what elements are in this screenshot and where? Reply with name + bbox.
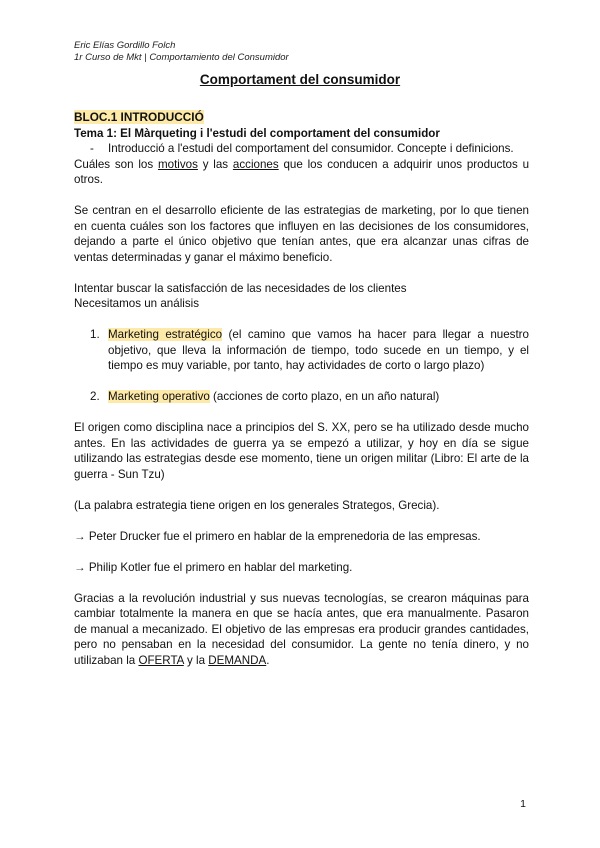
paragraph-3-line-2: Necesitamos un análisis [74, 297, 200, 310]
list-item: 1. Marketing estratégico (el camino que vamos ha hacer para llegar a nuestro objetivo, que lleva la información de tiempo, todo sucede en un tiempo, y el tiempo es muy variable, por tanto, hay actividades de corto o largo plazo) [90, 328, 529, 372]
dash-marker: - [90, 142, 94, 155]
document-body [74, 110, 529, 668]
bloc-heading: BLOC.1 INTRODUCCIÓ [74, 110, 204, 124]
page-title: Comportament del consumidor [199, 72, 401, 87]
paragraph-4: El origen como disciplina nace a principios del S. XX, pero se ha utilizado desde mucho antes. En las actividades de guerra ya se empezó a utilizar, y hoy en día se sigue utilizando las estrategias desde ese momento, tiene un origen militar (Libro: El arte de la guerra - Sun Tzu) [74, 421, 529, 481]
paragraph-2: Se centran en el desarrollo eficiente de las estrategias de marketing, por lo que tienen en cuenta cuáles son los factores que influyen en las decisiones de los consumidores, dejando a parte el único objetivo que tenían antes, que era alcanzar unas cifras de ventas determinadas y ganar el máximo beneficio. [74, 204, 529, 264]
paragraph-3-line-1: Intentar buscar la satisfacción de las necesidades de los clientes [74, 281, 407, 295]
list-item: 2. Marketing operativo (acciones de corto plazo, en un año natural) [90, 390, 440, 403]
page-number: 1 [520, 798, 526, 810]
header-author: Eric Elías Gordillo Folch [74, 40, 176, 51]
paragraph-7: → Philip Kotler fue el primero en hablar del marketing. [74, 560, 353, 574]
paragraph-1: Cuáles son los motivos y las acciones que los conducen a adquirir unos productos u otros. [74, 157, 530, 186]
paragraph-8: Gracias a la revolución industrial y sus nuevas tecnologías, se crearon máquinas para cambiar totalmente la manera en que se hacía antes, que era manualmente. Pasaron de manual a mecanizado. El objetivo de las empresas era producir grandes cantidades, pero no pensaban en la necesidad del consumidor. La gente no tenía dinero, y no utilizaban la OFERTA y la DEMANDA. [74, 591, 529, 667]
paragraph-5: (La palabra estrategia tiene origen en los generales Strategos, Grecia). [74, 498, 440, 512]
paragraph-6: → Peter Drucker fue el primero en hablar de la emprenedoria de las empresas. [74, 529, 481, 543]
tema-heading: Tema 1: El Màrqueting i l'estudi del comportament del consumidor [74, 126, 440, 140]
header-course: 1r Curso de Mkt | Comportamiento del Consumidor [74, 52, 289, 63]
list-item: - Introducció a l'estudi del comportament del consumidor. Concepte i definicions. [90, 142, 514, 155]
